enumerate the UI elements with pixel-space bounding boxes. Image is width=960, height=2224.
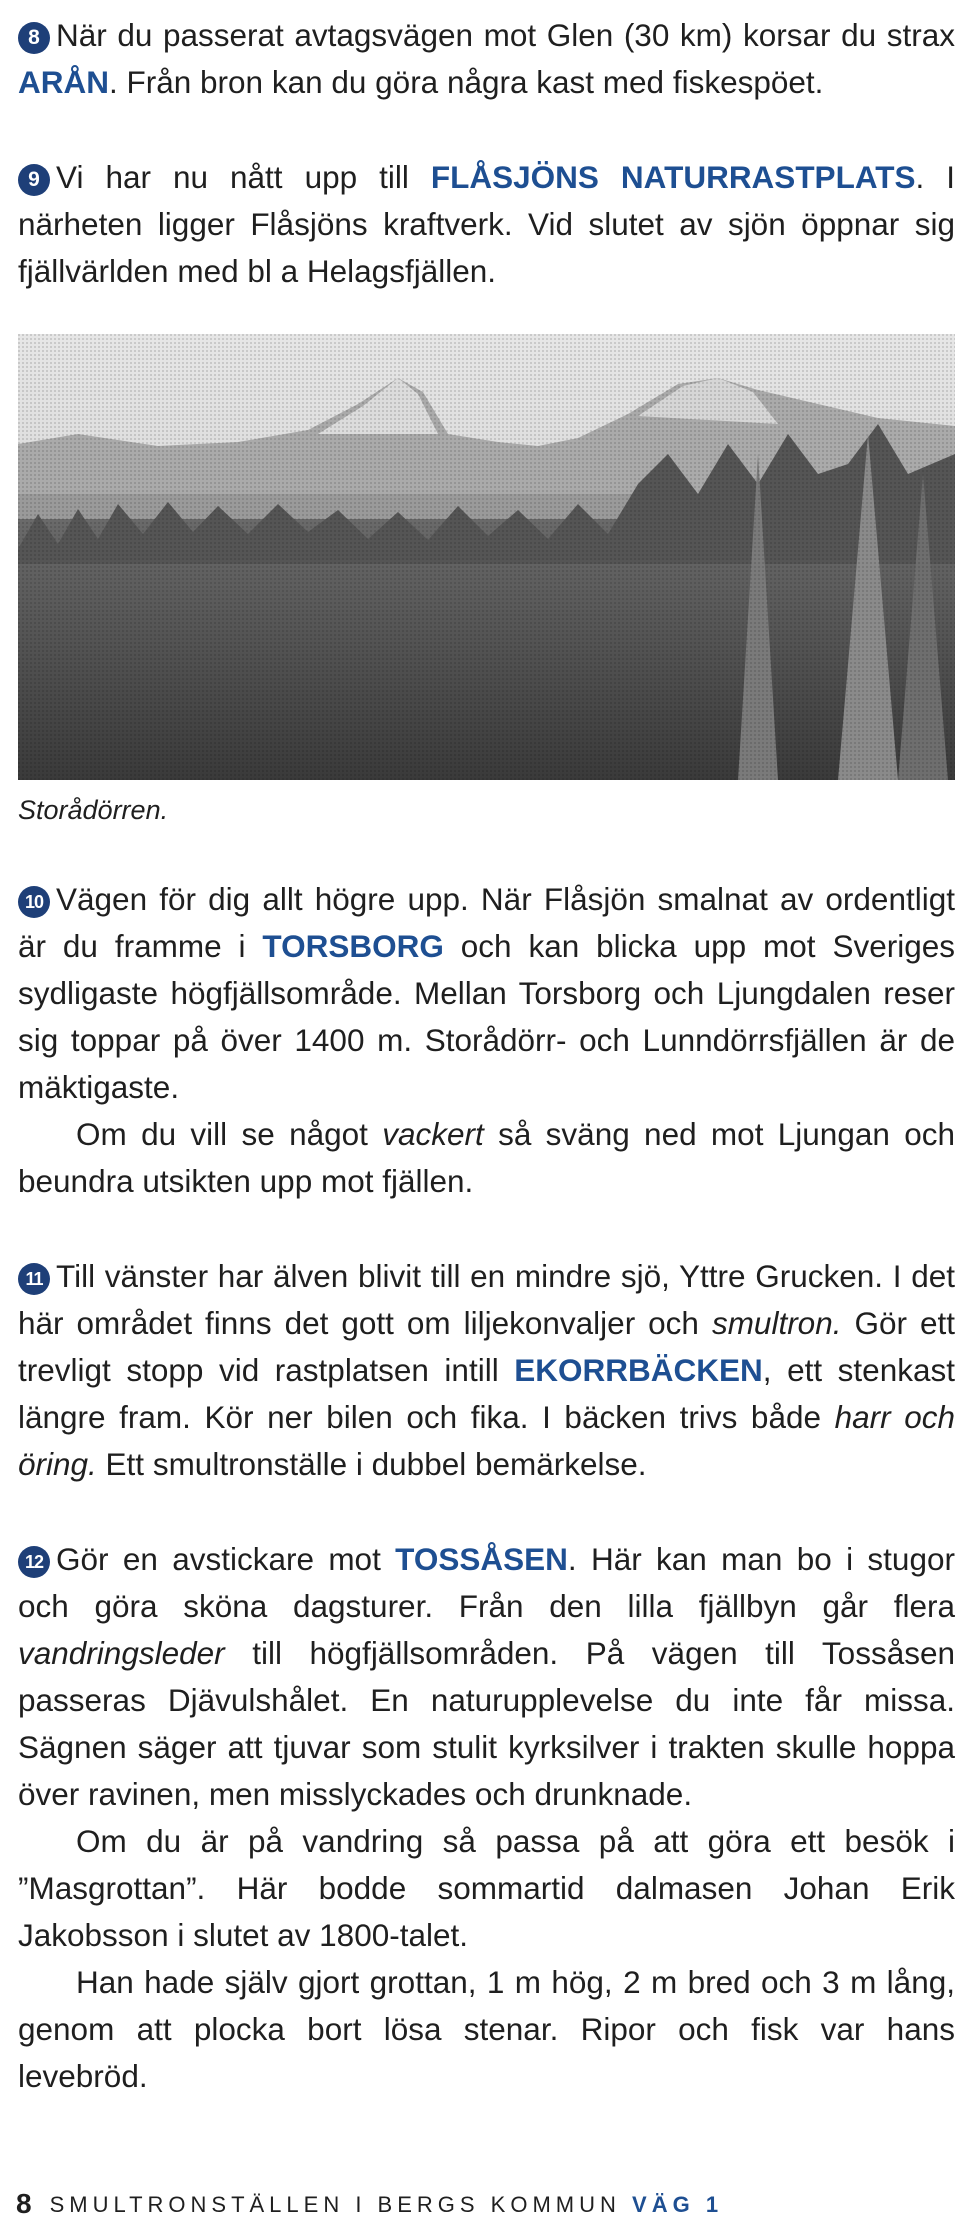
footer-title: SMULTRONSTÄLLEN I BERGS KOMMUN bbox=[49, 2192, 621, 2217]
section-11: 11 Till vänster har älven blivit till en mindre sjö, Yttre Grucken. I det här området finns det gott om liljekonvaljer och smultron. Gör ett trevligt stopp vid rastplatsen intill EKORRBÄCKEN, ett stenkast längre fram. Kör ner bilen och fika. I bäcken trivs både harr och öring. Ett smultronställe i dubbel bemärkelse. bbox=[18, 1258, 955, 1482]
place-name: FLÅSJÖNS NATURRASTPLATS bbox=[430, 159, 916, 195]
page-number: 8 bbox=[16, 2188, 32, 2219]
place-name: ARÅN bbox=[18, 64, 109, 100]
section-number-badge: 11 bbox=[18, 1263, 50, 1295]
mountain-forest-photo bbox=[18, 334, 955, 780]
place-name: EKORRBÄCKEN bbox=[514, 1352, 763, 1388]
photo-caption: Storådörren. bbox=[18, 795, 169, 825]
section-9: 9 Vi har nu nått upp till FLÅSJÖNS NATURRASTPLATS. I närheten ligger Flåsjöns kraftverk. Vid slutet av sjön öppnar sig fjällvärlden med bl a Helagsfjällen. bbox=[18, 159, 955, 289]
place-name: TOSSÅSEN bbox=[395, 1541, 568, 1577]
paragraph: Han hade själv gjort grottan, 1 m hög, 2 m bred och 3 m lång, genom att plocka bort lösa stenar. Ripor och fisk var hans levebröd. bbox=[18, 1964, 955, 2094]
place-name: TORSBORG bbox=[262, 928, 444, 964]
section-number-badge: 9 bbox=[18, 164, 50, 196]
section-number-badge: 12 bbox=[18, 1546, 50, 1578]
section-12: 12 Gör en avstickare mot TOSSÅSEN. Här kan man bo i stugor och göra sköna dagsturer. Från den lilla fjällbyn går flera vandringsleder till högfjällsområden. På vägen till Tossåsen passeras Djävulshålet. En naturupplevelse du inte får missa. Sägnen säger att tjuvar som stulit kyrksilver i trakten skulle hoppa över ravinen, men misslyckades och drunknade. Om du är på vandring så passa på att göra ett besök i ”Masgrottan”. Här bodde sommartid dalmasen Johan Erik Jakobsson i slutet av 1800-talet. Han hade själv gjort grottan, 1 m hög, 2 m bred och 3 m lång, genom att plocka bort lösa stenar. Ripor och fisk var hans levebröd. bbox=[18, 1536, 955, 2100]
footer-route: VÄG 1 bbox=[632, 2192, 724, 2217]
paragraph: Om du är på vandring så passa på att göra ett besök i ”Masgrottan”. Här bodde sommartid dalmasen Johan Erik Jakobsson i slutet av 1800-talet. bbox=[18, 1823, 955, 1953]
upper-text bbox=[18, 12, 955, 343]
page-footer bbox=[16, 2188, 723, 2220]
lower-text bbox=[18, 876, 955, 2148]
section-8: 8 När du passerat avtagsvägen mot Glen (30 km) korsar du strax ARÅN. Från bron kan du göra några kast med fiskespöet. bbox=[18, 17, 955, 100]
section-number-badge: 10 bbox=[18, 886, 50, 918]
section-10: 10 Vägen för dig allt högre upp. När Flåsjön smalnat av ordentligt är du framme i TORSBORG och kan blicka upp mot Sveriges sydligaste högfjällsområde. Mellan Torsborg och Ljungdalen reser sig toppar på över 1400 m. Storådörr- och Lunndörrsfjällen är de mäktigaste. Om du vill se något vackert så sväng ned mot Ljungan och beundra utsikten upp mot fjällen. bbox=[18, 881, 956, 1199]
section-number-badge: 8 bbox=[18, 22, 50, 54]
